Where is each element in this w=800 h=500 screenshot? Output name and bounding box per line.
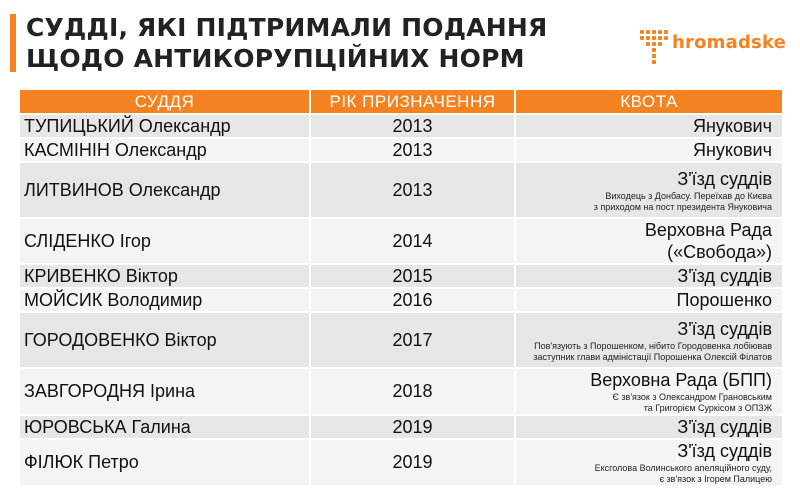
- table-row: [20, 218, 782, 264]
- judges-table: [20, 90, 782, 485]
- appointment-year-cell: 2013: [310, 138, 515, 162]
- table-row: [20, 439, 782, 485]
- appointment-year-cell: 2019: [310, 415, 515, 439]
- hromadske-logo-text: hromadske: [672, 32, 787, 53]
- quota-cell: [515, 368, 782, 415]
- judge-name-cell: ГОРОДОВЕНКО Віктор: [20, 312, 310, 368]
- quota-cell: [515, 312, 782, 368]
- table-row: [20, 114, 782, 138]
- table-row: [20, 264, 782, 288]
- table-header-row: [20, 90, 782, 114]
- quota-note: Ексголова Волинського апеляційного суду, є зв'язок з Ігорем Палицею: [594, 463, 772, 484]
- judge-name-cell: ЗАВГОРОДНЯ Ірина: [20, 368, 310, 415]
- quota-cell: [515, 264, 782, 288]
- quota-label: Верховна Рада (БПП): [590, 370, 772, 390]
- quota-label: Янукович: [692, 140, 772, 160]
- table-row: [20, 312, 782, 368]
- quota-label: Верховна Рада («Свобода»): [644, 220, 772, 262]
- appointment-year-cell: 2017: [310, 312, 515, 368]
- quota-label: З'їзд суддів: [677, 266, 772, 286]
- quota-cell: [515, 218, 782, 264]
- quota-note: Пов'язують з Порошенком, нібито Городовенка лобіював заступник глави адміністації Порошенка Олексій Філатов: [533, 340, 772, 362]
- judge-name-cell: ТУПИЦЬКИЙ Олександр: [20, 114, 310, 138]
- quota-label: З'їзд суддів: [677, 168, 772, 189]
- judge-name-cell: ЮРОВСЬКА Галина: [20, 415, 310, 439]
- quota-cell: [515, 415, 782, 439]
- appointment-year-cell: 2013: [310, 162, 515, 218]
- page-title: [26, 12, 547, 74]
- hromadske-dots-icon: [640, 28, 670, 68]
- header-year: РІК ПРИЗНАЧЕННЯ: [310, 90, 515, 114]
- header-quota: КВОТА: [515, 90, 782, 114]
- table-row: [20, 162, 782, 218]
- quota-cell: [515, 288, 782, 312]
- quota-cell: [515, 162, 782, 218]
- judge-name-cell: СЛІДЕНКО Ігор: [20, 218, 310, 264]
- table-row: [20, 368, 782, 415]
- quota-label: З'їзд суддів: [677, 417, 772, 437]
- table-row: [20, 138, 782, 162]
- judge-name-cell: КАСМІНІН Олександр: [20, 138, 310, 162]
- quota-cell: [515, 138, 782, 162]
- quota-label: Порошенко: [676, 290, 772, 310]
- appointment-year-cell: 2018: [310, 368, 515, 415]
- appointment-year-cell: 2013: [310, 114, 515, 138]
- table-row: [20, 415, 782, 439]
- quota-label: З'їзд суддів: [677, 318, 772, 339]
- judge-name-cell: МОЙСИК Володимир: [20, 288, 310, 312]
- appointment-year-cell: 2014: [310, 218, 515, 264]
- hromadske-logo: [640, 28, 790, 68]
- quota-note: Є зв'язок з Олександром Грановським та Григорієм Суркісом з ОПЗЖ: [612, 392, 772, 413]
- page-title-line-2: ЩОДО АНТИКОРУПЦІЙНИХ НОРМ: [26, 44, 525, 73]
- table-row: [20, 288, 782, 312]
- quota-cell: [515, 114, 782, 138]
- header-judge: СУДДЯ: [20, 90, 310, 114]
- judge-name-cell: ФІЛЮК Петро: [20, 439, 310, 485]
- quota-label: Янукович: [692, 116, 772, 136]
- judge-name-cell: КРИВЕНКО Віктор: [20, 264, 310, 288]
- quota-cell: [515, 439, 782, 485]
- appointment-year-cell: 2016: [310, 288, 515, 312]
- appointment-year-cell: 2015: [310, 264, 515, 288]
- page-title-line-1: СУДДІ, ЯКІ ПІДТРИМАЛИ ПОДАННЯ: [26, 13, 548, 42]
- quota-note: Виходець з Донбасу. Переїхав до Києва з приходом на пост президента Януковича: [593, 190, 772, 212]
- quota-label: З'їзд суддів: [677, 441, 772, 461]
- appointment-year-cell: 2019: [310, 439, 515, 485]
- title-accent-bar: [10, 14, 16, 72]
- judge-name-cell: ЛИТВИНОВ Олександр: [20, 162, 310, 218]
